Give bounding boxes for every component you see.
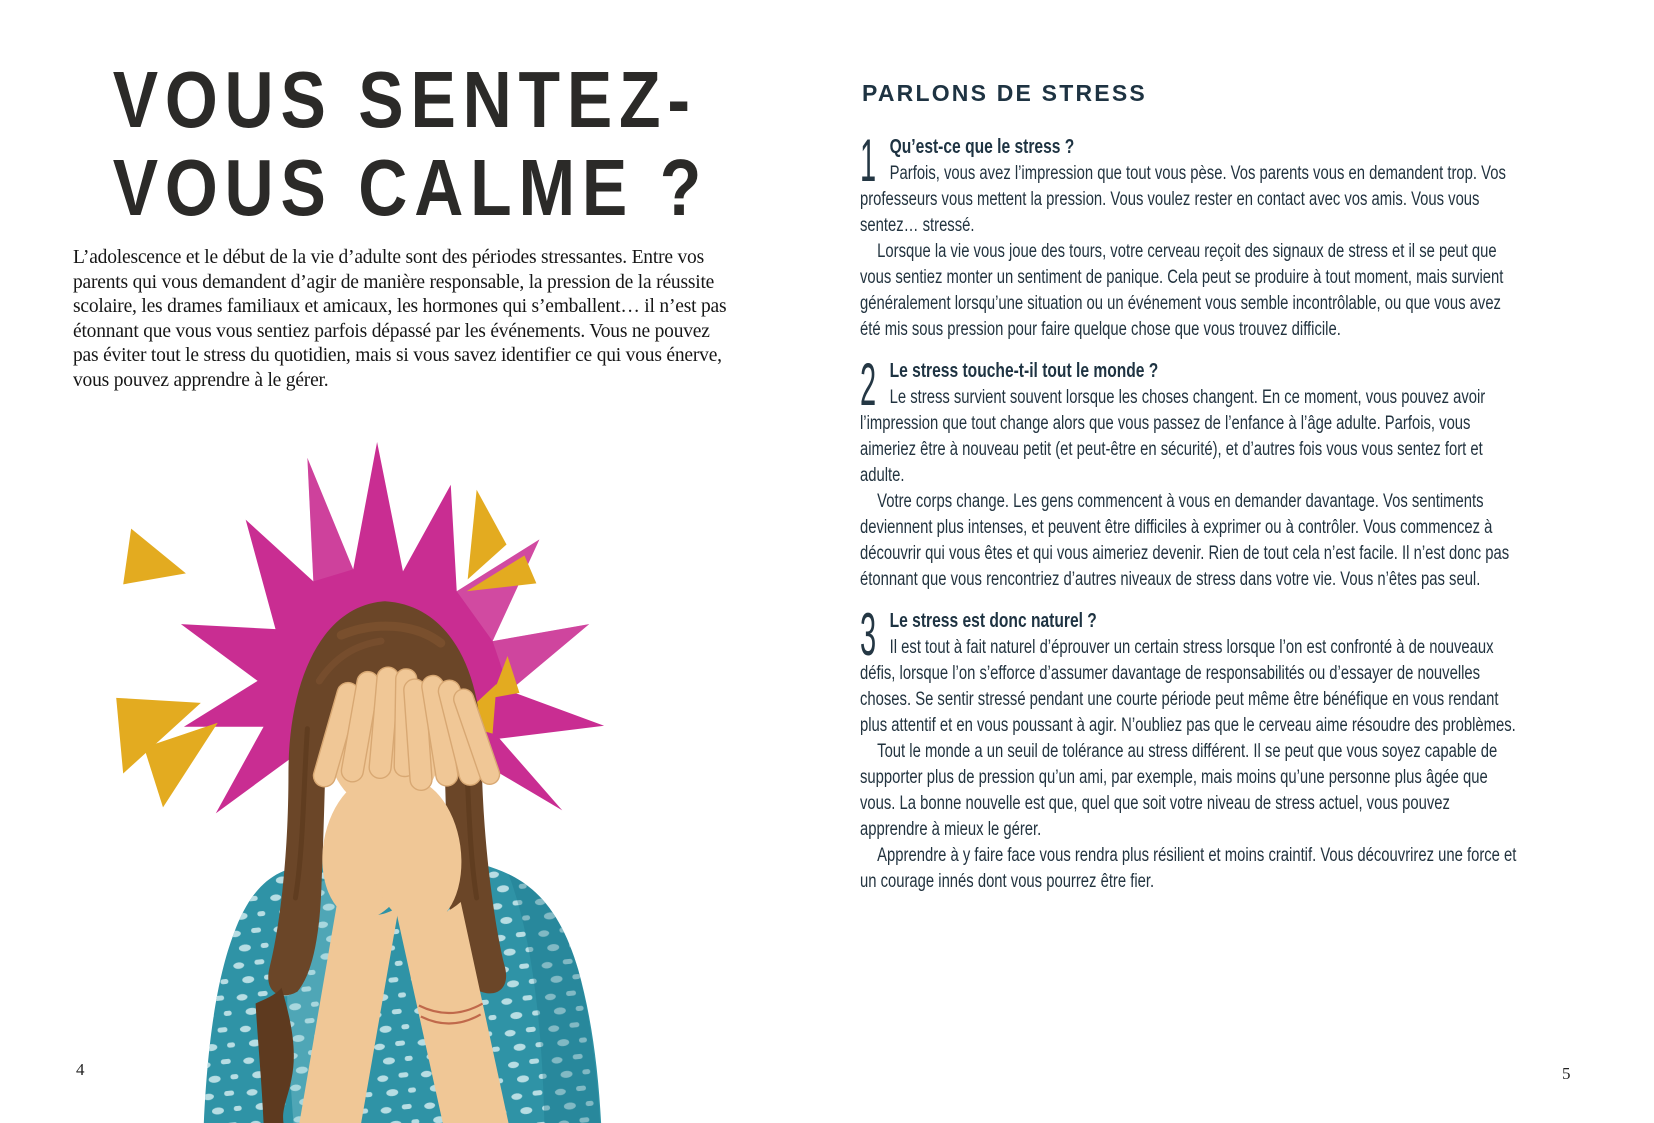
qa-sections [860, 127, 1517, 895]
section-paragraph: Votre corps change. Les gens commencent à vous en demander davantage. Vos sentiments deviennent plus intenses, et peuvent être difficiles à exprimer ou à contrôler. Vous commencez à découvrir qui vous êtes et qui vous aimeriez devenir. Rien de tout cela n’est facile. Il n’est donc pas étonnant que vous rencontriez d’autres niveaux de stress dans votre vie. Vous n’êtes pas seul. [860, 491, 1510, 590]
qa-section-2 [860, 351, 1517, 593]
section-number: 3 [860, 601, 877, 668]
section-paragraph: Apprendre à y faire face vous rendra plus résilient et moins craintif. Vous découvrirez une force et un courage innés dont vous pourrez être fier. [860, 845, 1517, 892]
section-title: Qu’est-ce que le stress ? [889, 136, 1075, 158]
section-paragraph: Parfois, vous avez l’impression que tout vous pèse. Vos parents vous en demandent trop. Vos professeurs vous mettent la pression. Vous voulez rester en contact avec vos amis. Vous vous sentez… stressé. [860, 163, 1506, 236]
page-heading: PARLONS DE STRESS [862, 80, 1147, 106]
page-number-left: 4 [76, 1060, 85, 1079]
section-title: Le stress touche-t-il tout le monde ? [889, 360, 1159, 382]
qa-section-1 [860, 127, 1517, 343]
section-paragraph: Le stress survient souvent lorsque les choses changent. En ce moment, vous pouvez avoir l’impression que tout change alors que vous passez de l’enfance à l’âge adulte. Parfois, vous aimeriez être à nouveau petit (et peut-être en sécurité), et d’autres fois vous vous sentez fort et adulte. [860, 387, 1486, 486]
section-paragraph: Lorsque la vie vous joue des tours, votre cerveau reçoit des signaux de stress et il se peut que vous sentiez monter un sentiment de panique. Cela peut se produire à tout moment, mais survient généralement lorsqu’une situation ou un événement vous semble incontrôlable, ou que vous avez été mis sous pression pour faire quelque chose que vous trouvez difficile. [860, 241, 1504, 340]
intro-paragraph: L’adolescence et le début de la vie d’adulte sont des périodes stressantes. Entre vos parents qui vous demandent d’agir de manière responsable, la pression de la réussite scolaire, les drames familiaux et amicaux, les hormones qui s’emballent… il n’est pas étonnant que vous vous sentiez parfois dépassé par les événements. Vous ne pouvez pas éviter tout le stress du quotidien, mais si vous savez identifier ce qui vous énerve, vous pouvez apprendre à le gérer. [73, 247, 727, 391]
section-number: 1 [860, 127, 877, 194]
section-number: 2 [860, 351, 877, 418]
section-title: Le stress est donc naturel ? [889, 610, 1097, 632]
page-number-right: 5 [1562, 1064, 1571, 1083]
section-paragraph: Tout le monde a un seuil de tolérance au stress différent. Il se peut que vous soyez capable de supporter plus de pression qu’un ami, par exemple, mais moins qu’une personne plus âgée que vous. La bonne nouvelle est que, quel que soit votre niveau de stress actuel, vous pouvez apprendre à mieux le gérer. [860, 741, 1498, 840]
chapter-title-line-2: VOUS CALME ? [112, 143, 709, 232]
chapter-title-line-1: VOUS SENTEZ- [112, 55, 697, 144]
qa-section-3 [860, 601, 1517, 895]
section-paragraph: Il est tout à fait naturel d’éprouver un certain stress lorsque l’on est confronté à de nouveaux défis, lorsque l’on s’efforce d’assumer davantage de responsabilités ou d’essayer de nouvelles choses. Se sentir stressé pendant une courte période peut même être bénéfique en vous rendant plus attentif et en vous poussant à agir. N’oubliez pas que le cerveau aime résoudre des problèmes. [860, 637, 1516, 736]
